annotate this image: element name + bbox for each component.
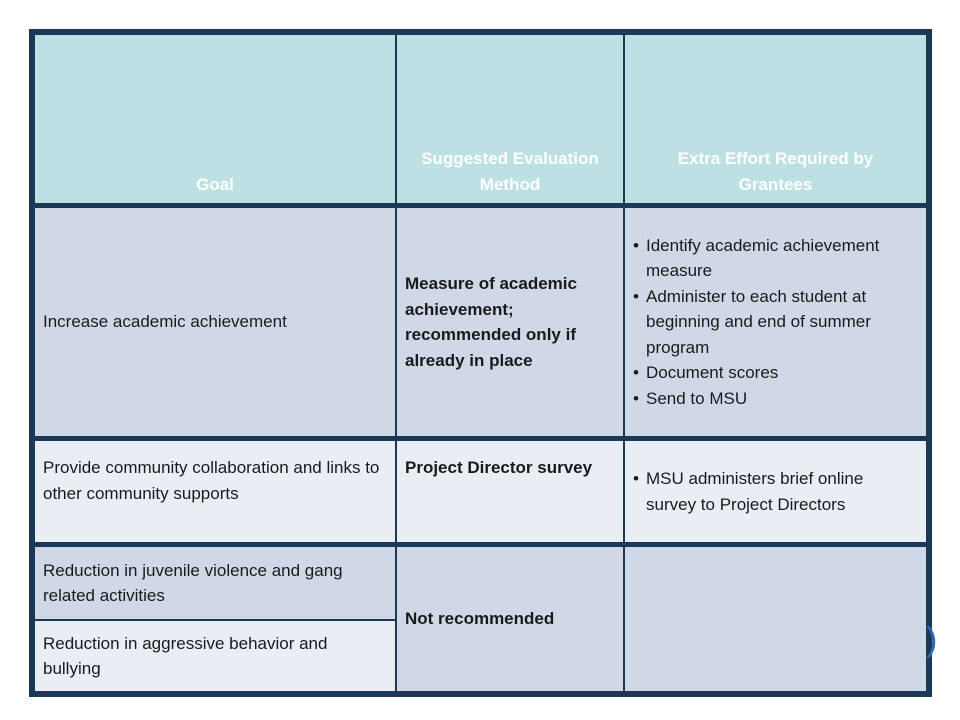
partial-glyph-edge: ) [926,621,938,659]
header-goal: Goal [35,35,395,203]
table-row-goal [35,441,395,542]
list-item: • Administer to each student at beginning and end of summer program [633,284,918,361]
method-text: Measure of academic achievement; recommended only if already in place [405,274,577,370]
table-row-method [397,441,623,542]
list-item: • Identify academic achievement measure [633,233,918,284]
table-row-method [397,547,623,691]
list-item: • Send to MSU [633,386,918,412]
effort-list [633,466,918,517]
header-evaluation-method: Suggested Evaluation Method [397,35,623,203]
table-row-goal [35,547,395,619]
table-row-method [397,208,623,436]
table-row-effort [625,547,926,691]
goal-text: Provide community collaboration and links to other community supports [43,458,380,503]
table-row-goal [35,208,395,436]
method-text: Not recommended [405,609,555,629]
goal-text: Reduction in aggressive behavior and bullying [43,633,328,678]
list-item: • MSU administers brief online survey to Project Directors [633,466,918,517]
table-row-effort [625,208,926,436]
header-extra-effort: Extra Effort Required by Grantees [625,35,926,203]
goal-text: Increase academic achievement [43,312,287,332]
list-item: • Document scores [633,360,918,386]
effort-list [633,233,918,412]
goal-text: Reduction in juvenile violence and gang related activities [43,560,343,605]
method-text: Project Director survey [405,458,593,477]
table-row-effort [625,441,926,542]
table-row-goal [35,621,395,691]
